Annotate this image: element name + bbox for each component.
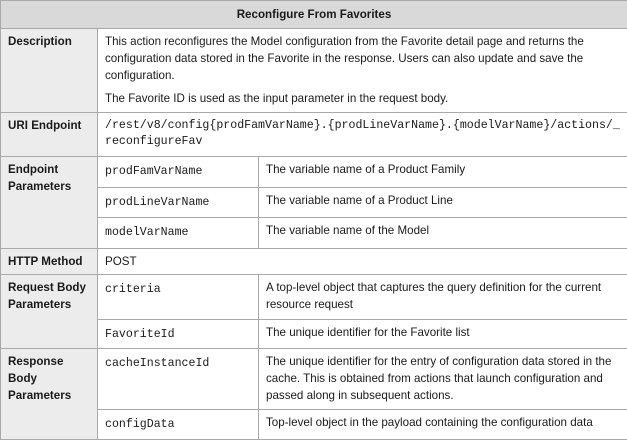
description-paragraph-1: This action reconfigures the Model configuration from the Favorite detail page and returns the configuration data stored in the Favorite in the response. Users can also update and save the configuration. [105, 35, 584, 83]
endpoint-parameters-label: Endpoint Parameters [1, 157, 98, 248]
param-description: The unique identifier for the entry of configuration data stored in the cache. This is obtained from actions that launch configuration and passed along in subsequent actions. [259, 348, 627, 409]
table-title: Reconfigure From Favorites [1, 1, 627, 29]
http-method-label: HTTP Method [1, 248, 98, 274]
param-name: cacheInstanceId [98, 348, 259, 409]
param-name: FavoriteId [98, 319, 259, 348]
param-description: The variable name of the Model [259, 218, 627, 248]
param-description: Top-level object in the payload containing the configuration data [259, 409, 627, 439]
description-label: Description [1, 29, 98, 113]
param-description: The variable name of a Product Line [259, 188, 627, 218]
description-paragraph-2: The Favorite ID is used as the input parameter in the request body. [105, 92, 449, 106]
param-description: The unique identifier for the Favorite list [259, 319, 627, 348]
http-method-value: POST [98, 248, 627, 274]
param-name: modelVarName [98, 218, 259, 248]
param-name: prodFamVarName [98, 157, 259, 188]
uri-endpoint-label: URI Endpoint [1, 113, 98, 157]
response-body-parameters-label: Response Body Parameters [1, 348, 98, 439]
uri-endpoint-value: /rest/v8/config{prodFamVarName}.{prodLineVarName}.{modelVarName}/actions/_reconfigureFav [98, 113, 627, 157]
param-description: A top-level object that captures the query definition for the current resource request [259, 274, 627, 319]
request-body-parameters-label: Request Body Parameters [1, 274, 98, 348]
param-name: prodLineVarName [98, 188, 259, 218]
param-description: The variable name of a Product Family [259, 157, 627, 188]
param-name: configData [98, 409, 259, 439]
description-cell [98, 29, 627, 113]
param-name: criteria [98, 274, 259, 319]
